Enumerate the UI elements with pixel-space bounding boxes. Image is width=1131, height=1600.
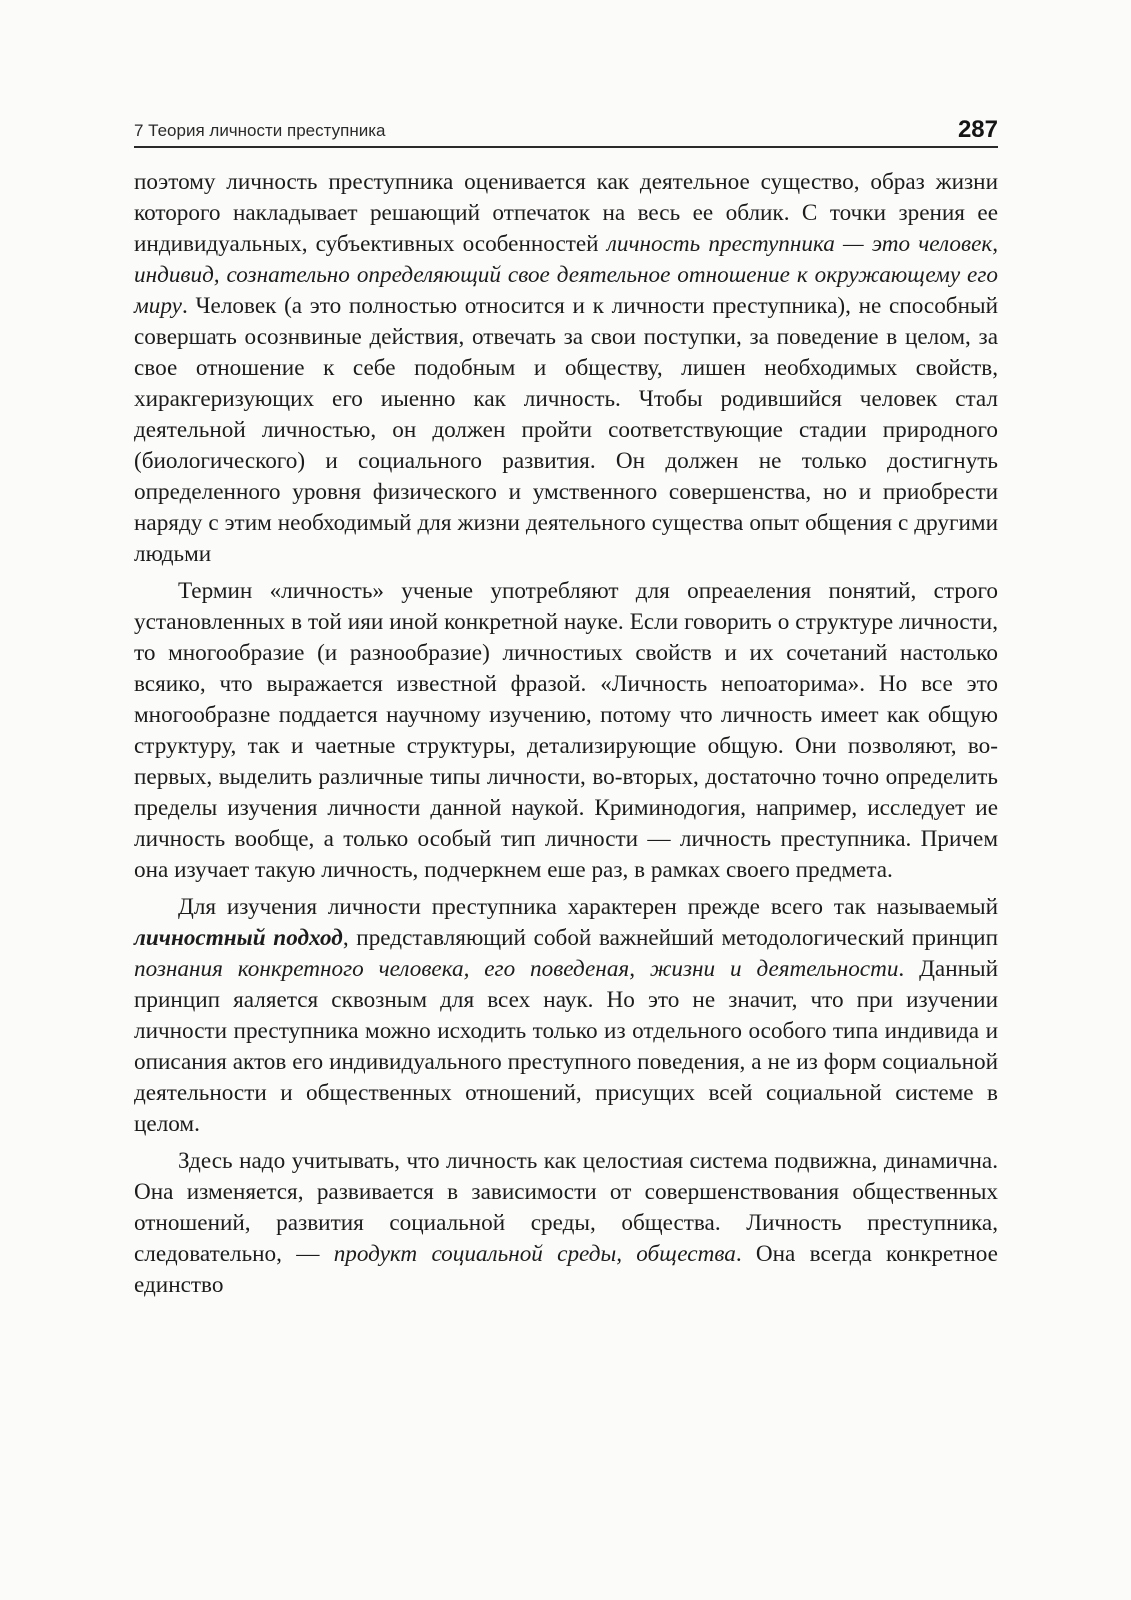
page-number: 287 <box>957 116 998 143</box>
paragraph-1-text-a: поэтому личность преступника оценивается как деятельное существо, образ жизни которого накладывает решающий отпечаток на весь ее облик. С точки зрения ее индивидуальных, субъективных особенностей <box>134 169 998 257</box>
definition-italic: личность преступника — это человек, индивид, сознательно определяющий свое деятельное отношение к окружающему его миру <box>134 231 999 319</box>
paragraph-3-text-b: , представляющий собой важнейший методологический принцип <box>342 925 998 951</box>
paragraph-4 <box>134 1146 998 1301</box>
running-header <box>134 112 998 148</box>
paragraph-2: Термин «личность» ученые употребляют для опреаеления понятий, строго установленных в той ияи иной конкретной науке. Если говорить о структуре личности, то многообразие (и разнообразие) личностиых свойств и их сочетаний настолько всяико, что выражается известной фразой. «Личность непоаторима». Но все это многообразне поддается научному изучению, потому что личность имеет как общую структуру, так и чаетные структуры, детализирующие общую. Они позволяют, во-первых, выделить различные типы личности, во-вторых, достаточно точно определить пределы изучения личности данной наукой. Криминодогия, например, исследует ие личность вообще, а только особый тип личности — личность преступника. Причем она изучает такую личность, подчеркнем еше раз, в рамках своего предмета. <box>134 578 998 883</box>
paragraph-3-text-c: . Данный принцип яаляется сквозным для всех наук. Но это не значит, что при изучении личности преступника можно исходить только из отдельного особого типа индивида и описания актов его индивидуального преступного поведения, а не из форм социальной деятельности и общественных отношений, присущих всей социальной системе в целом. <box>134 956 998 1137</box>
term-bold-italic: личностный подход <box>134 925 343 951</box>
paragraph-1-text-b: . Человек (а это полностью относится и к личности преступника), не способный совершать осознвиные действия, отвечать за свои поступки, за поведение в целом, за свое отношение к себе подобным и обществу, лишен необходимых свойств, хиракгеризующих его иыенно как личность. Чтобы родившийся человек стал деятельной личностью, он должен пройти соответствующие стадии природного (биологического) и социального развития. Он должен не только достигнуть определенного уровня физического и умственного совершенства, но и приобрести наряду с этим необходимый для жизни деятельного существа опыт общения с другими людьми <box>134 293 998 567</box>
paragraph-4-text-b: . Она всегда конкретное единство <box>134 1241 998 1298</box>
paragraph-1 <box>134 167 998 570</box>
paragraph-4-text-a: Здесь надо учитывать, что личность как целостиая система подвижна, динамична. Она изменяется, развивается в зависимости от совершенствования общественных отношений, развития социальной среды, общества. Личность преступника, следовательно, — <box>134 1148 998 1267</box>
paragraph-3-text-a: Для изучения личности преступника характерен прежде всего так называемый <box>178 894 998 920</box>
paragraph-3 <box>134 892 998 1140</box>
body-text <box>134 167 998 1301</box>
product-italic: продукт социальной среды, общества <box>333 1241 736 1267</box>
principle-italic: познания конкретного человека, его поведеная, жизни и деятельности <box>134 956 899 982</box>
running-title: 7 Теория личности преступника <box>134 121 386 140</box>
